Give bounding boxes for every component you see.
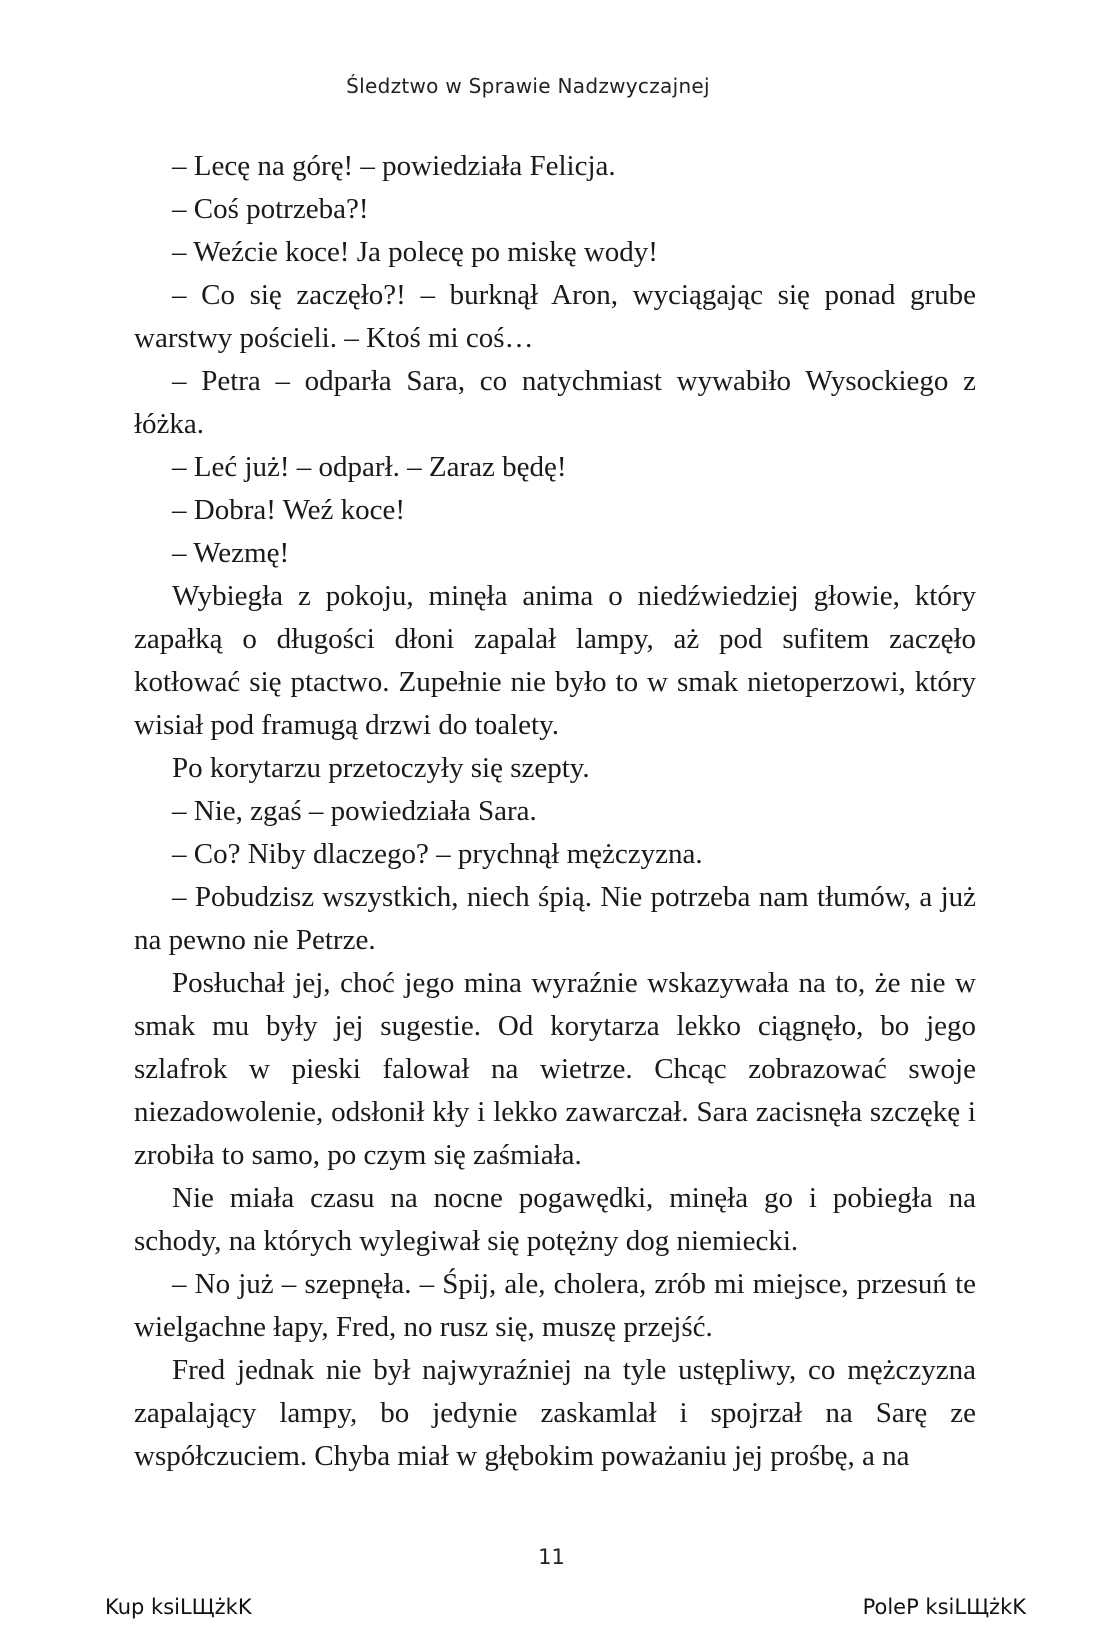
recommend-book-link[interactable]: PoleP ksiLЩżkK: [862, 1595, 1026, 1619]
paragraph: – Co? Niby dlaczego? – prychnął mężczyzna.: [172, 838, 703, 870]
page-number: 11: [538, 1545, 565, 1569]
paragraph: Po korytarzu przetoczyły się szepty.: [172, 752, 590, 784]
paragraph: – Nie, zgaś – powiedziała Sara.: [172, 795, 537, 827]
paragraph: – No już – szepnęła. – Śpij, ale, cholera, zrób mi miejsce, przesuń te wielgachne łapy, Fred, no rusz się, muszę przejść.: [134, 1268, 976, 1343]
paragraph: Fred jednak nie był najwyraźniej na tyle ustępliwy, co mężczyzna zapalający lampy, bo jedynie zaskamlał i spojrzał na Sarę ze współczuciem. Chyba miał w głębokim poważaniu jej prośbę, a na: [134, 1354, 976, 1472]
paragraph: – Co się zaczęło?! – burknął Aron, wyciągając się ponad grube warstwy pościeli. – Ktoś mi coś…: [134, 279, 976, 354]
paragraph: – Dobra! Weź koce!: [172, 494, 406, 526]
paragraph: – Pobudzisz wszystkich, niech śpią. Nie potrzeba nam tłumów, a już na pewno nie Petrze.: [134, 881, 976, 956]
body-text: [134, 145, 976, 1478]
paragraph: Wybiegła z pokoju, minęła anima o niedźwiedziej głowie, który zapałką o długości dłoni zapalał lampy, aż pod sufitem zaczęło kotłować się ptactwo. Zupełnie nie było to w smak nietoperzowi, który wisiał pod framugą drzwi do toalety.: [134, 580, 976, 741]
paragraph: – Leć już! – odparł. – Zaraz będę!: [172, 451, 567, 483]
paragraph: – Petra – odparła Sara, co natychmiast wywabiło Wysockiego z łóżka.: [134, 365, 976, 440]
paragraph: – Lecę na górę! – powiedziała Felicja.: [172, 150, 616, 182]
buy-book-link[interactable]: Kup ksiLЩżkK: [105, 1595, 252, 1619]
paragraph: – Wezmę!: [172, 537, 290, 569]
paragraph: – Coś potrzeba?!: [172, 193, 369, 225]
paragraph: Posłuchał jej, choć jego mina wyraźnie wskazywała na to, że nie w smak mu były jej sugestie. Od korytarza lekko ciągnęło, bo jego szlafrok w pieski falował na wietrze. Chcąc zobrazować swoje niezadowolenie, odsłonił kły i lekko zawarczał. Sara zacisnęła szczękę i zrobiła to samo, po czym się zaśmiała.: [134, 967, 976, 1171]
paragraph: – Weźcie koce! Ja polecę po miskę wody!: [172, 236, 658, 268]
running-header: Śledztwo w Sprawie Nadzwyczajnej: [346, 74, 710, 98]
paragraph: Nie miała czasu na nocne pogawędki, minęła go i pobiegła na schody, na których wylegiwał się potężny dog niemiecki.: [134, 1182, 976, 1257]
